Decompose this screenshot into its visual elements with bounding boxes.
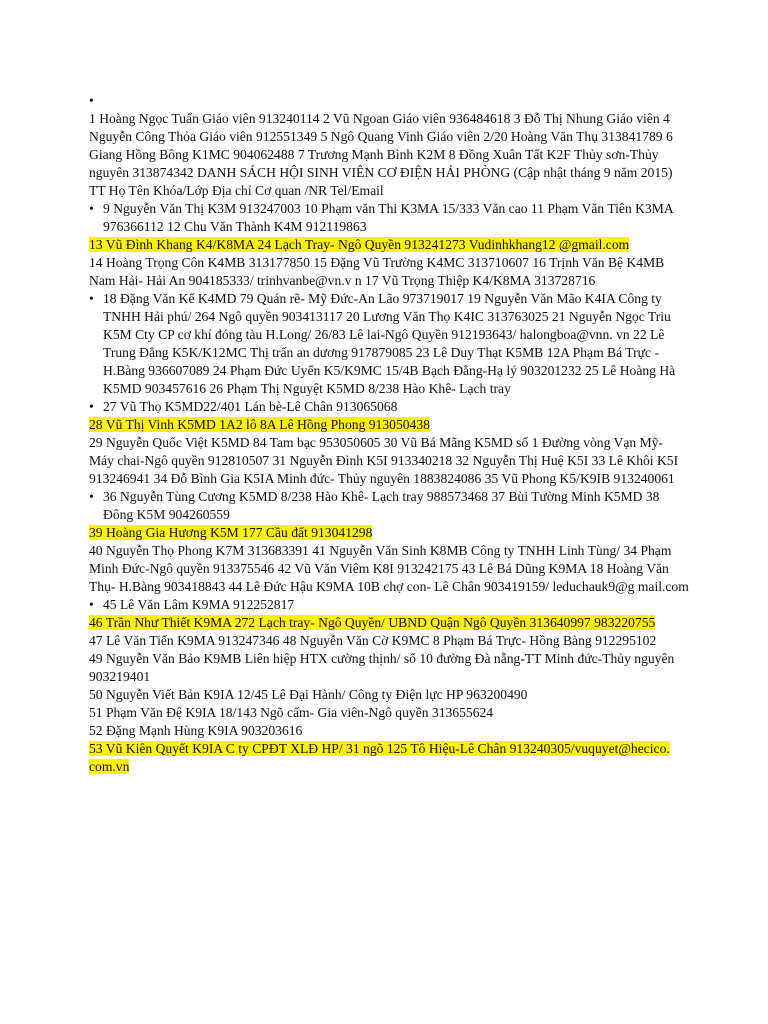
bullet-item xyxy=(89,92,689,110)
paragraph xyxy=(89,614,689,632)
paragraph xyxy=(89,434,689,488)
paragraph xyxy=(89,524,689,542)
paragraph-text: 9 Nguyễn Văn Thị K3M 913247003 10 Phạm văn Thi K3MA 15/333 Văn cao 11 Phạm Văn Tiên K3MA 976366112 12 Chu Văn Thành K4M 912119863 xyxy=(103,201,673,234)
paragraph-text: 45 Lê Văn Lâm K9MA 912252817 xyxy=(103,597,295,612)
paragraph-text: 28 Vũ Thị Vinh K5MD 1A2 lô 8A Lê Hồng Phong 913050438 xyxy=(89,417,430,432)
paragraph-text: 52 Đặng Mạnh Hùng K9IA 903203616 xyxy=(89,723,303,738)
bullet-item xyxy=(89,488,689,524)
paragraph-text: 27 Vũ Thọ K5MD22/401 Lán bè-Lê Chân 913065068 xyxy=(103,399,398,414)
paragraph-text: 46 Trần Như Thiết K9MA 272 Lạch tray- Ngô Quyền/ UBND Quận Ngô Quyền 313640997 983220755 xyxy=(89,615,656,630)
document-body xyxy=(89,92,689,776)
paragraph-text: 1 Hoàng Ngọc Tuấn Giáo viên 913240114 2 Vũ Ngoan Giáo viên 936484618 3 Đỗ Thị Nhung Giáo viên 4 Nguyễn Công Thỏa Giáo viên 912551349 5 Ngô Quang Vinh Giáo viên 2/20 Hoàng Văn Thụ 313841789 6 Giang Hồng Bông K1MC 904062488 7 Trương Mạnh Bình K2M 8 Đồng Xuân Tất K2F Thủy sơn-Thủy nguyên 313874342 DANH SÁCH HỘI SINH VIÊN CƠ ĐIỆN HẢI PHÒNG (Cập nhật tháng 9 năm 2015) TT Họ Tên Khóa/Lớp Địa chỉ Cơ quan /NR Tel/Email xyxy=(89,111,673,198)
bullet-item xyxy=(89,398,689,416)
paragraph-text: 50 Nguyễn Viết Bản K9IA 12/45 Lê Đại Hành/ Công ty Điện lực HP 963200490 xyxy=(89,687,528,702)
paragraph xyxy=(89,704,689,722)
paragraph-text: 29 Nguyễn Quốc Việt K5MD 84 Tam bạc 953050605 30 Vũ Bá Mãng K5MD số 1 Đường vòng Vạn Mỹ- Máy chai-Ngô quyền 912810507 31 Nguyễn Đình K5I 913340218 32 Nguyễn Thị Huệ K5I 33 Lê Khôi K5I 913246941 34 Đỗ Bình Gia K5IA Minh đức- Thủy nguyên 1883824086 35 Vũ Phong K5/K9IB 913240061 xyxy=(89,435,679,486)
paragraph xyxy=(89,740,689,776)
paragraph xyxy=(89,110,689,200)
paragraph xyxy=(89,686,689,704)
paragraph xyxy=(89,254,689,290)
paragraph xyxy=(89,722,689,740)
paragraph-text: 18 Đặng Văn Kế K4MD 79 Quán rẽ- Mỹ Đức-An Lão 973719017 19 Nguyễn Văn Mão K4IA Công ty TNHH Hải phú/ 264 Ngô quyền 903413117 20 Lương Văn Thọ K4IC 313763025 21 Nguyễn Ngọc Triu K5M Cty CP cơ khí đóng tàu H.Long/ 26/83 Lê lai-Ngô Quyền 912193643/ halongboa@vnn. vn 22 Lê Trung Đẳng K5K/K12MC Thị trấn an dương 917879085 23 Lê Duy Thạt K5MB 12A Phạm Bá Trực -H.Bàng 936607089 24 Phạm Đức Uyển K5/K9MC 15/4B Bạch Đằng-Hạ lý 903201232 25 Lê Hoàng Hà K5MD 903457616 26 Phạm Thị Nguyệt K5MD 8/238 Hào Khê- Lạch tray xyxy=(103,291,676,396)
paragraph-text: 14 Hoàng Trọng Côn K4MB 313177850 15 Đặng Vũ Trường K4MC 313710607 16 Trịnh Văn Bệ K4MB Nam Hải- Hải An 904185333/ trinhvanbe@vn.v n 17 Vũ Trọng Thiệp K4/K8MA 313728716 xyxy=(89,255,665,288)
paragraph-text: 36 Nguyễn Tùng Cương K5MD 8/238 Hào Khê- Lạch tray 988573468 37 Bùi Tường Minh K5MD 38 Đông K5M 904260559 xyxy=(103,489,660,522)
paragraph xyxy=(89,542,689,596)
bullet-item xyxy=(89,290,689,398)
paragraph-text: 49 Nguyễn Văn Bảo K9MB Liên hiệp HTX cường thịnh/ số 10 đường Đà nẵng-TT Minh đức-Thủy nguyên 903219401 xyxy=(89,651,675,684)
paragraph xyxy=(89,632,689,650)
paragraph-text: 51 Phạm Văn Đệ K9IA 18/143 Ngõ cấm- Gia viên-Ngô quyền 313655624 xyxy=(89,705,494,720)
bullet-item xyxy=(89,200,689,236)
paragraph-text: 13 Vũ Đình Khang K4/K8MA 24 Lạch Tray- Ngô Quyền 913241273 Vudinhkhang12 @gmail.com xyxy=(89,237,630,252)
paragraph xyxy=(89,236,689,254)
paragraph-text: 53 Vũ Kiên Quyết K9IA C ty CPĐT XLĐ HP/ 31 ngõ 125 Tô Hiệu-Lê Chân 913240305/vuquyet@hecico. com.vn xyxy=(89,741,670,774)
paragraph-text: 39 Hoàng Gia Hương K5M 177 Cầu đất 913041298 xyxy=(89,525,373,540)
paragraph xyxy=(89,650,689,686)
paragraph-text: 47 Lê Văn Tiến K9MA 913247346 48 Nguyễn Văn Cờ K9MC 8 Phạm Bá Trực- Hồng Bàng 912295102 xyxy=(89,633,657,648)
bullet-item xyxy=(89,596,689,614)
paragraph xyxy=(89,416,689,434)
paragraph-text: 40 Nguyễn Thọ Phong K7M 313683391 41 Nguyễn Văn Sinh K8MB Công ty TNHH Linh Tùng/ 34 Phạm Minh Đức-Ngô quyền 913375546 42 Vũ Văn Viêm K8I 913242175 43 Lê Bá Dũng K9MA 18 Hoàng Văn Thụ- H.Bàng 903418843 44 Lê Đức Hậu K9MA 10B chợ con- Lê Chân 903419159/ leduchauk9@g mail.com xyxy=(89,543,689,594)
